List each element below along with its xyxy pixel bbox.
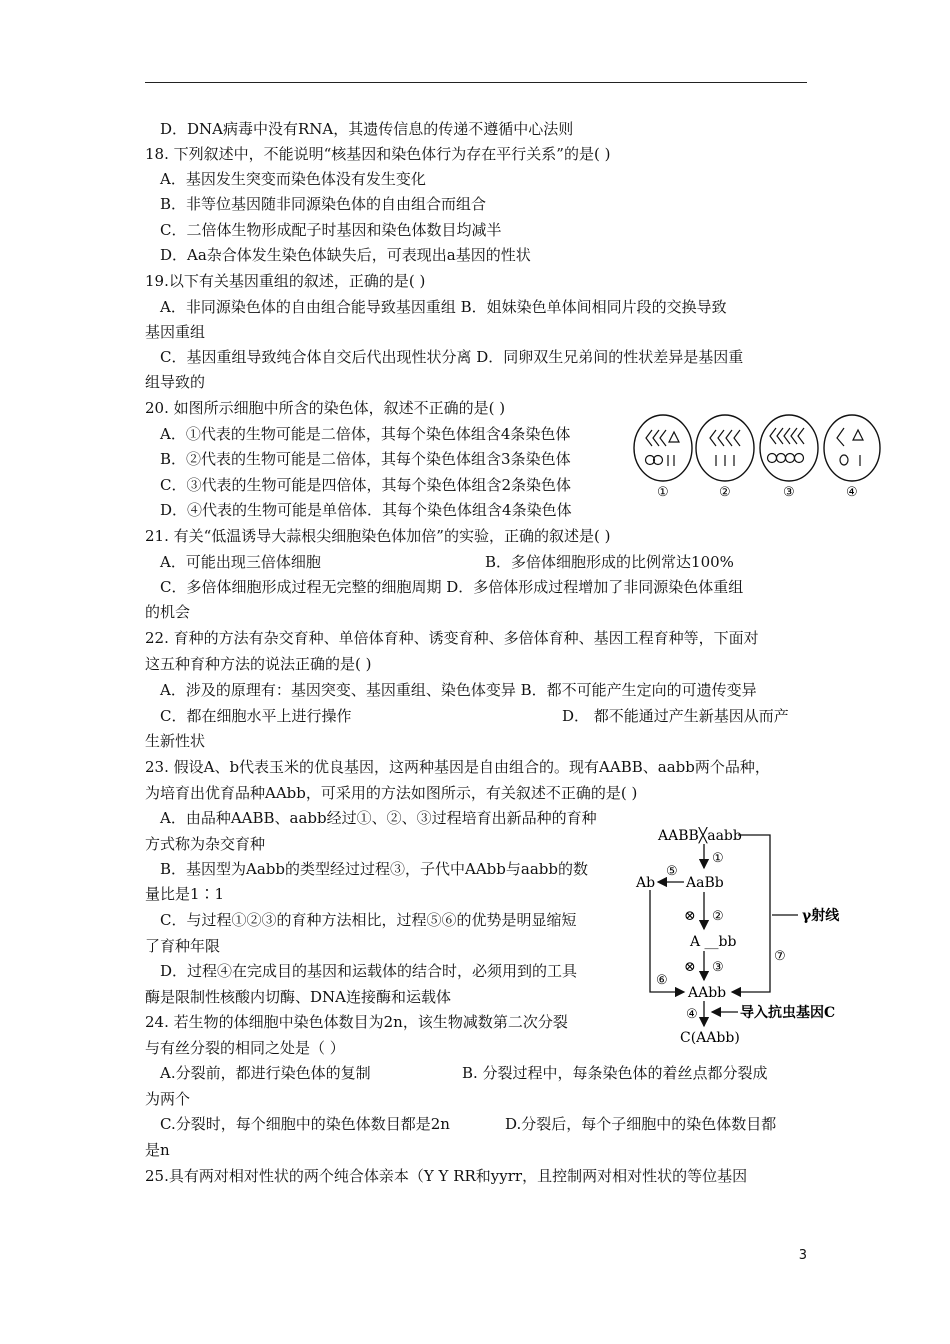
step-6: ⑥ xyxy=(656,973,668,988)
final-label: C(AAbb) xyxy=(680,1030,740,1046)
ab-label: Ab xyxy=(636,875,656,891)
text-line: B. 分裂过程中，每条染色体的着丝点都分裂成 xyxy=(462,1064,768,1082)
cell-label-2: ② xyxy=(719,485,731,500)
text-line: 18. 下列叙述中，不能说明“核基因和染色体行为存在平行关系”的是( ) xyxy=(145,145,611,163)
cell-4 xyxy=(824,415,880,481)
text-line: 与有丝分裂的相同之处是（ ） xyxy=(145,1039,345,1057)
selfing-symbol-2: ⊗ xyxy=(684,959,696,975)
text-line: 19.以下有关基因重组的叙述，正确的是( ) xyxy=(145,272,426,290)
text-line: 为两个 xyxy=(145,1090,191,1108)
text-line: 的机会 xyxy=(145,603,191,621)
text-line: 24. 若生物的体细胞中染色体数目为2n，该生物减数第二次分裂 xyxy=(145,1013,568,1031)
step-5: ⑤ xyxy=(666,864,678,879)
text-line: 酶是限制性核酸内切酶、DNA连接酶和运载体 xyxy=(145,988,451,1006)
text-line: D．④代表的生物可能是单倍体．其每个染色体组含4条染色体 xyxy=(160,501,572,519)
header-rule xyxy=(145,82,807,83)
text-line: B．非等位基因随非同源染色体的自由组合而组合 xyxy=(160,195,487,213)
f1-label: AaBb xyxy=(686,875,724,891)
text-line: A．基因发生突变而染色体没有发生变化 xyxy=(160,170,426,188)
text-line: D． 都不能通过产生新基因从而产 xyxy=(562,707,789,725)
text-line: A．由品种AABB、aabb经过①、②、③过程培育出新品种的育种 xyxy=(160,809,597,827)
text-line: B．多倍体细胞形成的比例常达100% xyxy=(485,553,734,571)
cell-3 xyxy=(760,415,818,481)
selfing-symbol-1: ⊗ xyxy=(684,908,696,924)
step-2: ② xyxy=(712,909,724,924)
text-line: B．基因型为Aabb的类型经过过程③，子代中AAbb与aabb的数 xyxy=(160,860,588,878)
text-line: A．①代表的生物可能是二倍体，其每个染色体组含4条染色体 xyxy=(160,425,571,443)
parents-label: AABB╳aabb xyxy=(658,828,742,844)
text-line: D.分裂后，每个子细胞中的染色体数目都 xyxy=(505,1115,777,1133)
cell-label-4: ④ xyxy=(846,485,858,500)
step-4: ④ xyxy=(686,1007,698,1022)
figure-23-breeding-diagram xyxy=(630,820,865,1050)
text-line: C.分裂时，每个细胞中的染色体数目都是2n xyxy=(160,1115,450,1133)
cell-1 xyxy=(634,415,692,481)
text-line: 了育种年限 xyxy=(145,937,221,955)
cell-label-1: ① xyxy=(657,485,669,500)
figure-20-cells xyxy=(632,410,884,502)
text-line: 21. 有关“低温诱导大蒜根尖细胞染色体加倍”的实验，正确的叙述是( ) xyxy=(145,527,611,545)
text-line: A．非同源染色体的自由组合能导致基因重组 B．姐妹染色单体间相同片段的交换导致 xyxy=(160,298,727,316)
step-3: ③ xyxy=(712,960,724,975)
cell-2 xyxy=(696,415,754,481)
text-line: 23. 假设A、b代表玉米的优良基因，这两种基因是自由组合的。现有AABB、aabb两个品种， xyxy=(145,758,770,776)
text-line: 基因重组 xyxy=(145,323,206,341)
text-line: C．多倍体细胞形成过程无完整的细胞周期 D．多倍体形成过程增加了非同源染色体重组 xyxy=(160,578,744,596)
text-line: C．都在细胞水平上进行操作 xyxy=(160,707,352,725)
gamma-label: γ射线 xyxy=(802,908,840,924)
step-1: ① xyxy=(712,851,724,866)
step-7: ⑦ xyxy=(774,949,786,964)
a-bb-label: A __bb xyxy=(690,934,737,950)
aabb-target-label: AAbb xyxy=(688,985,727,1001)
text-line: A．涉及的原理有：基因突变、基因重组、染色体变异 B．都不可能产生定向的可遗传变异 xyxy=(160,681,757,699)
cell-label-3: ③ xyxy=(783,485,795,500)
text-line: 是n xyxy=(145,1141,170,1159)
text-line: 方式称为杂交育种 xyxy=(145,835,266,853)
text-line: 这五种育种方法的说法正确的是( ) xyxy=(145,655,372,673)
text-line: 量比是1∶1 xyxy=(145,885,225,903)
text-line: C．③代表的生物可能是四倍体，其每个染色体组含2条染色体 xyxy=(160,476,572,494)
text-line: A.分裂前，都进行染色体的复制 xyxy=(160,1064,371,1082)
page-number: 3 xyxy=(798,1248,807,1263)
text-line: B．②代表的生物可能是二倍体，其每个染色体组含3条染色体 xyxy=(160,450,571,468)
insert-gene-label: 导入抗虫基因C xyxy=(740,1005,836,1021)
text-line: C．与过程①②③的育种方法相比，过程⑤⑥的优势是明显缩短 xyxy=(160,911,577,929)
text-line: 为培育出优育品种AAbb，可采用的方法如图所示，有关叙述不正确的是( ) xyxy=(145,784,638,802)
text-line: 生新性状 xyxy=(145,732,206,750)
text-line: C．基因重组导致纯合体自交后代出现性状分离 D．同卵双生兄弟间的性状差异是基因重 xyxy=(160,348,744,366)
text-line: 25.具有两对相对性状的两个纯合体亲本（Y Y RR和yyrr，且控制两对相对性状的等位基因 xyxy=(145,1167,748,1185)
text-line: C．二倍体生物形成配子时基因和染色体数目均减半 xyxy=(160,221,502,239)
text-line: 组导致的 xyxy=(145,373,206,391)
text-line: 22. 育种的方法有杂交育种、单倍体育种、诱变育种、多倍体育种、基因工程育种等，下面对 xyxy=(145,629,759,647)
text-line: 20. 如图所示细胞中所含的染色体，叙述不正确的是( ) xyxy=(145,399,506,417)
text-line: D．Aa杂合体发生染色体缺失后，可表现出a基因的性状 xyxy=(160,246,531,264)
text-line: A．可能出现三倍体细胞 xyxy=(160,553,321,571)
text-line: D．过程④在完成目的基因和运载体的结合时，必须用到的工具 xyxy=(160,962,578,980)
text-line: D．DNA病毒中没有RNA，其遗传信息的传递不遵循中心法则 xyxy=(160,120,574,138)
